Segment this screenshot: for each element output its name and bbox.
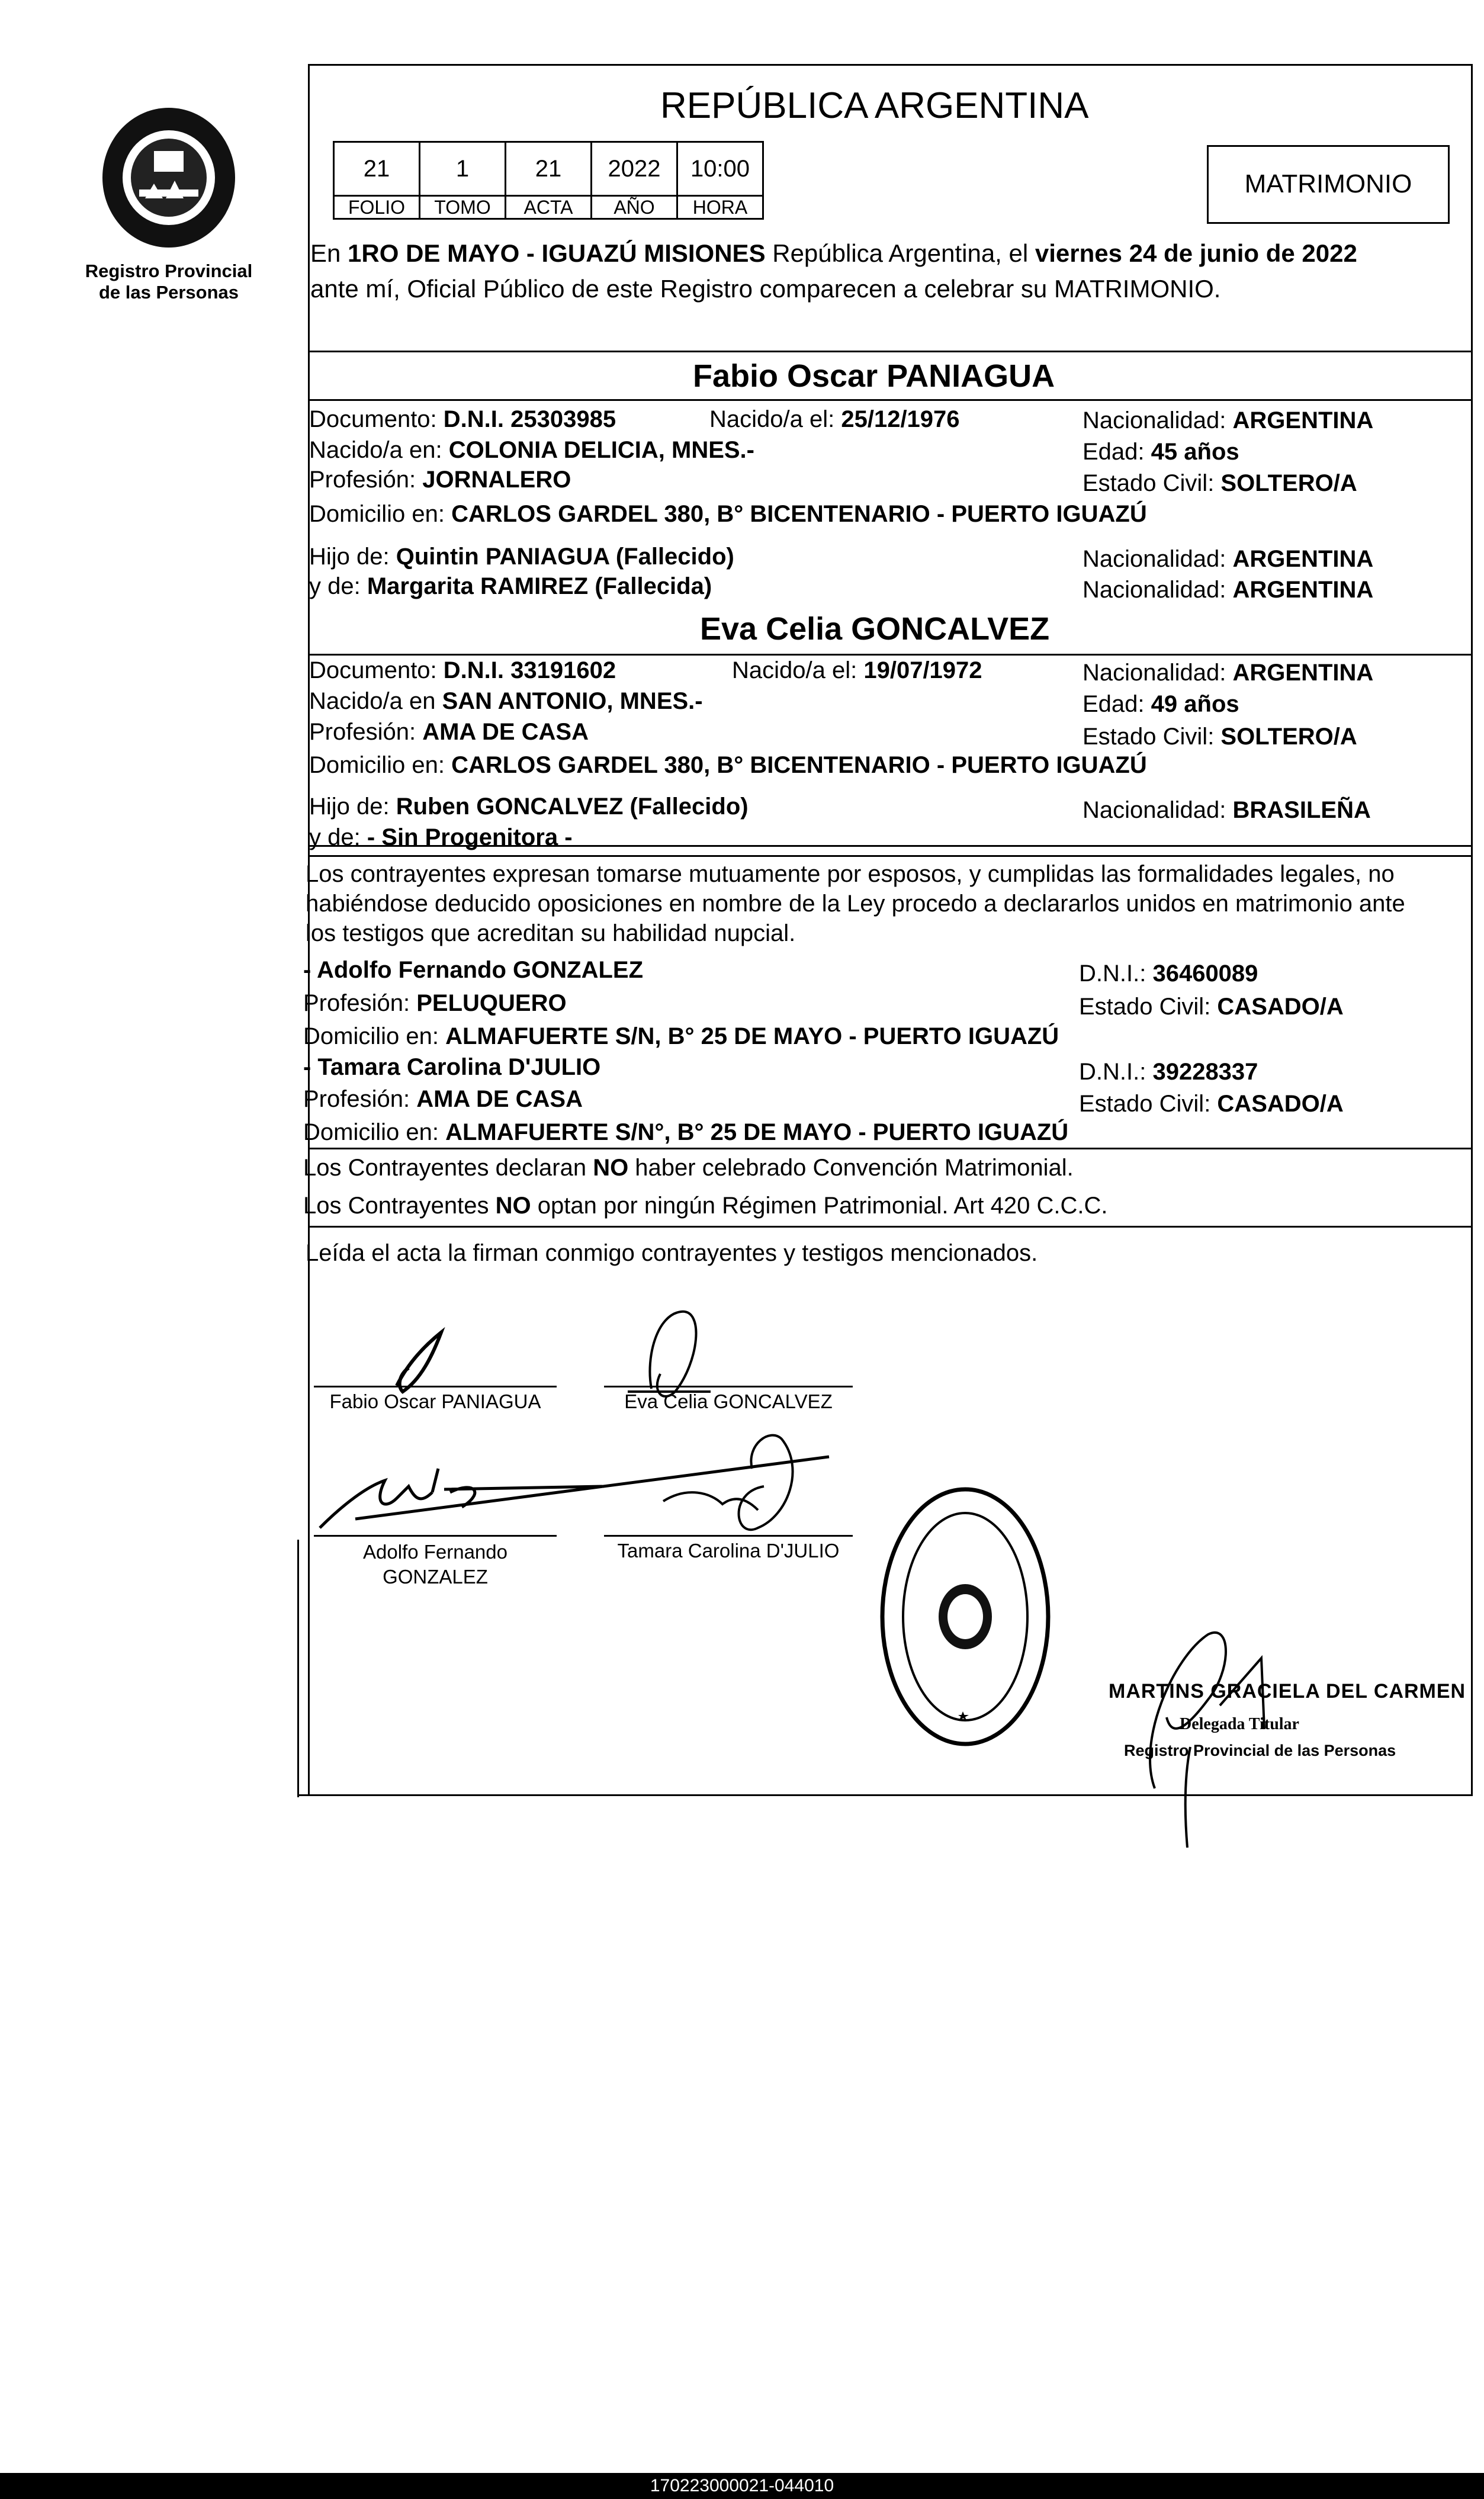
doc-type-box [1207,145,1450,224]
spouse1-birthdate: Nacido/a el: 25/12/1976 [709,406,960,432]
officer-signature [1101,1563,1350,1848]
regime-line2: Los Contrayentes NO optan por ningún Régimen Patrimonial. Art 420 C.C.C. [303,1193,1108,1219]
spouse2-birthplace: Nacido/a en SAN ANTONIO, MNES.- [309,688,703,714]
spouse1-birthplace: Nacido/a en: COLONIA DELICIA, MNES.- [309,437,754,463]
hora-value: 10:00 [676,141,764,197]
declaration-line2: habiéndose deducido oposiciones en nombre de la Ley procedo a declararlos unidos en matrimonio ante [306,891,1405,917]
witness2-address: Domicilio en: ALMAFUERTE S/N°, B° 25 DE MAYO - PUERTO IGUAZÚ [303,1119,1069,1145]
witness1-civil-status: Estado Civil: CASADO/A [1079,994,1344,1020]
witness2-name: - Tamara Carolina D'JULIO [303,1054,601,1080]
acta-value: 21 [505,141,592,197]
intro-line1: En 1RO DE MAYO - IGUAZÚ MISIONES República Argentina, el viernes 24 de junio de 2022 [310,239,1357,267]
spouse2-address: Domicilio en: CARLOS GARDEL 380, B° BICENTENARIO - PUERTO IGUAZÚ [309,752,1147,778]
signature-label-witness1: Adolfo Fernando GONZALEZ [362,1541,507,1588]
ano-value: 2022 [590,141,678,197]
signature-spouse1 [397,1332,441,1392]
regime-line1: Los Contrayentes declaran NO haber celebrado Convención Matrimonial. [303,1155,1074,1181]
spouse2-profession: Profesión: AMA DE CASA [309,719,589,745]
footer-bar [0,2473,1484,2499]
officer-name: MARTINS GRACIELA DEL CARMEN [1109,1680,1466,1703]
doc-type: MATRIMONIO [1244,169,1412,198]
spouse2-civil-status: Estado Civil: SOLTERO/A [1083,724,1357,750]
signature-spouse2 [628,1312,711,1396]
spouse1-address: Domicilio en: CARLOS GARDEL 380, B° BICENTENARIO - PUERTO IGUAZÚ [309,501,1147,527]
header-fields [333,141,771,219]
ano-label: AÑO [590,195,678,220]
spouse1-nationality: Nacionalidad: ARGENTINA [1083,407,1374,433]
spouse1-document: Documento: D.N.I. 25303985 [309,406,616,432]
witness1-address: Domicilio en: ALMAFUERTE S/N, B° 25 DE MAYO - PUERTO IGUAZÚ [303,1023,1059,1049]
spouse1-mother-nationality: Nacionalidad: ARGENTINA [1083,577,1374,603]
spouse1-civil-status: Estado Civil: SOLTERO/A [1083,470,1357,496]
spouse2-birthdate: Nacido/a el: 19/07/1972 [732,657,982,683]
signature-label-spouse1: Fabio Oscar PANIAGUA [329,1390,541,1412]
closing-statement: Leída el acta la firman conmigo contrayentes y testigos mencionados. [306,1240,1038,1266]
declaration-line3: los testigos que acreditan su habilidad nupcial. [306,920,796,946]
spouse2-age: Edad: 49 años [1083,691,1239,717]
spouse2-name: Eva Celia GONCALVEZ [700,611,1050,647]
hora-label: HORA [676,195,764,220]
declaration-line1: Los contrayentes expresan tomarse mutuamente por esposos, y cumplidas las formalidades legales, no [306,861,1395,887]
spouse1-father-nationality: Nacionalidad: ARGENTINA [1083,546,1374,572]
registry-seal-logo [89,95,249,255]
officer-org: Registro Provincial de las Personas [1124,1742,1396,1759]
frame-right [1471,64,1473,1795]
intro-line2: ante mí, Oficial Público de este Registro comparecen a celebrar su MATRIMONIO. [310,275,1221,303]
signature-witness2 [663,1435,793,1530]
signature-label-witness2: Tamara Carolina D'JULIO [617,1540,840,1562]
spouse1-age: Edad: 45 años [1083,439,1239,465]
official-stamp [876,1483,1054,1750]
officer-title: Delegada Titular [1180,1715,1299,1733]
spouse1-name: Fabio Oscar PANIAGUA [693,358,1055,394]
spouse2-document: Documento: D.N.I. 33191602 [309,657,616,683]
spouse2-father-nationality: Nacionalidad: BRASILEÑA [1083,797,1371,823]
witness2-profession: Profesión: AMA DE CASA [303,1086,583,1112]
spouse2-mother: y de: - Sin Progenitora - [309,824,573,850]
tomo-label: TOMO [419,195,506,220]
spouse1-mother: y de: Margarita RAMIREZ (Fallecida) [309,573,712,599]
registry-name: Registro Provincial de las Personas [85,261,253,303]
footer-code: 170223000021-044010 [650,2476,834,2495]
spouse2-nationality: Nacionalidad: ARGENTINA [1083,660,1374,686]
country-title: REPÚBLICA ARGENTINA [660,85,1089,126]
folio-label: FOLIO [333,195,420,220]
acta-label: ACTA [505,195,592,220]
folio-value: 21 [333,141,420,197]
spouse2-father: Hijo de: Ruben GONCALVEZ (Fallecido) [309,794,749,820]
frame-top [308,64,1473,66]
signature-label-spouse2: Eva Celia GONCALVEZ [624,1390,833,1412]
witness1-name: - Adolfo Fernando GONZALEZ [303,957,644,983]
witness1-profession: Profesión: PELUQUERO [303,990,567,1016]
spouse1-father: Hijo de: Quintin PANIAGUA (Fallecido) [309,544,734,570]
tomo-value: 1 [419,141,506,197]
witness2-dni: D.N.I.: 39228337 [1079,1059,1258,1085]
spouse1-profession: Profesión: JORNALERO [309,467,571,493]
witness1-dni: D.N.I.: 36460089 [1079,961,1258,987]
witness2-civil-status: Estado Civil: CASADO/A [1079,1091,1344,1117]
